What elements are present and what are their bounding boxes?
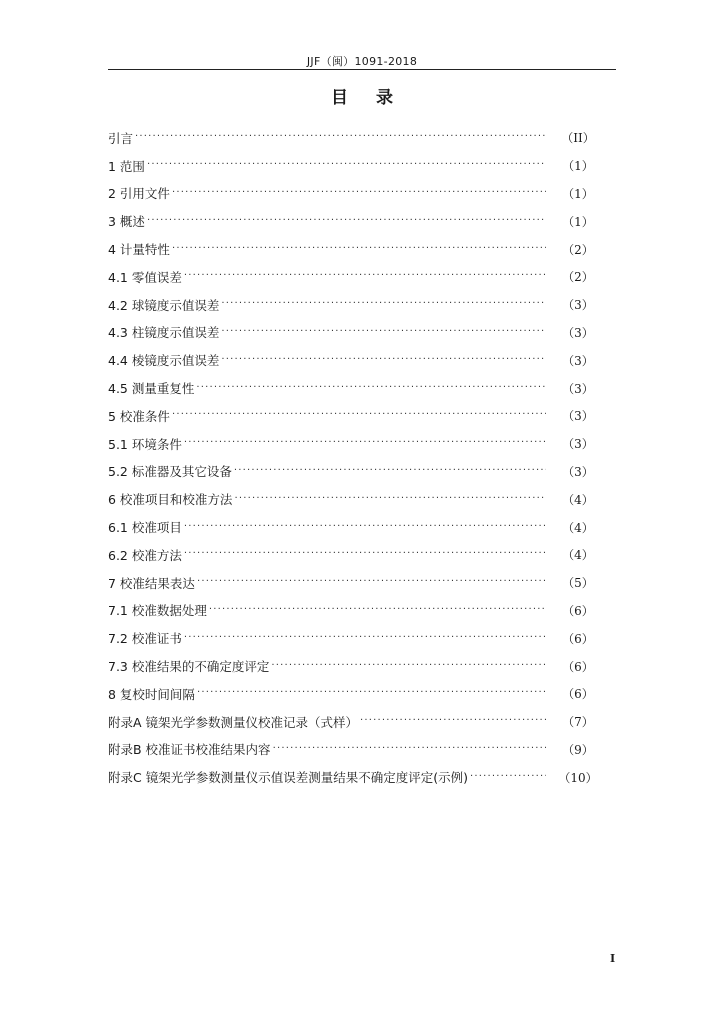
toc-dot-leader: [147, 215, 546, 226]
toc-entry-label: 引言: [108, 130, 134, 146]
toc-entry-label: 4.4 棱镜度示值误差: [108, 353, 220, 369]
toc-entry-page: （4）: [562, 520, 594, 535]
toc-entry-page: （7）: [562, 715, 594, 730]
toc-entry-4-3[interactable]: [108, 319, 600, 347]
toc-dot-leader: [221, 354, 546, 365]
toc-entry-label: 8 复校时间间隔: [108, 686, 195, 702]
toc-dot-leader: [147, 159, 546, 170]
toc-entry-label: 附录C 镜架光学参数测量仪示值误差测量结果不确定度评定(示例): [108, 770, 468, 786]
toc-entry-appendix-b[interactable]: [108, 736, 600, 764]
toc-dot-leader: [360, 715, 546, 726]
toc-entry-4[interactable]: [108, 235, 600, 263]
toc-dot-leader: [273, 743, 546, 754]
toc-entry-2[interactable]: [108, 180, 600, 208]
toc-entry-label: 7.3 校准结果的不确定度评定: [108, 659, 270, 675]
toc-entry-8[interactable]: [108, 680, 600, 708]
toc-dot-leader: [197, 687, 546, 698]
header-divider: [108, 69, 616, 70]
toc-entry-page: （3）: [562, 298, 594, 313]
toc-entry-page: （1）: [562, 186, 594, 201]
toc-entry-page: （3）: [562, 325, 594, 340]
toc-dot-leader: [271, 660, 546, 671]
toc-entry-page: （3）: [562, 381, 594, 396]
toc-dot-leader: [172, 187, 546, 198]
toc-entry-label: 4.5 测量重复性: [108, 381, 195, 397]
toc-entry-label: 附录B 校准证书校准结果内容: [108, 742, 271, 758]
toc-dot-leader: [221, 326, 546, 337]
toc-dot-leader: [221, 298, 546, 309]
toc-entry-label: 4.3 柱镜度示值误差: [108, 325, 220, 341]
toc-entry-7-1[interactable]: [108, 597, 600, 625]
toc-entry-label: 2 引用文件: [108, 186, 170, 202]
toc-dot-leader: [234, 493, 546, 504]
toc-entry-4-2[interactable]: [108, 291, 600, 319]
toc-entry-page: （1）: [562, 214, 594, 229]
toc-entry-5[interactable]: [108, 402, 600, 430]
toc-entry-page: （4）: [562, 492, 594, 507]
toc-entry-page: （5）: [562, 576, 594, 591]
toc-entry-label: 5.1 环境条件: [108, 436, 182, 452]
toc-entry-page: （3）: [562, 353, 594, 368]
toc-entry-introduction[interactable]: [108, 124, 600, 152]
toc-dot-leader: [184, 548, 546, 559]
toc-entry-7[interactable]: [108, 569, 600, 597]
toc-dot-leader: [209, 604, 546, 615]
toc-entry-label: 6.2 校准方法: [108, 547, 182, 563]
toc-entry-page: （II）: [561, 131, 595, 146]
toc-dot-leader: [184, 437, 546, 448]
toc-entry-page: （6）: [562, 631, 594, 646]
toc-entry-page: （3）: [562, 464, 594, 479]
toc-entry-page: （10）: [558, 770, 598, 785]
toc-dot-leader: [234, 465, 546, 476]
toc-dot-leader: [470, 771, 546, 782]
toc-entry-5-1[interactable]: [108, 430, 600, 458]
toc-entry-4-4[interactable]: [108, 346, 600, 374]
toc-entry-6[interactable]: [108, 485, 600, 513]
toc-entry-label: 7.1 校准数据处理: [108, 603, 207, 619]
toc-entry-page: （6）: [562, 659, 594, 674]
toc-title: 目录: [331, 88, 421, 108]
toc-entry-5-2[interactable]: [108, 458, 600, 486]
toc-entry-page: （3）: [562, 409, 594, 424]
toc-entry-7-3[interactable]: [108, 652, 600, 680]
toc-entry-label: 4 计量特性: [108, 242, 170, 258]
toc-entry-page: （9）: [562, 742, 594, 757]
toc-entry-3[interactable]: [108, 207, 600, 235]
toc-entry-page: （2）: [562, 270, 594, 285]
toc-entry-label: 1 范围: [108, 158, 145, 174]
toc-dot-leader: [184, 270, 546, 281]
toc-entry-label: 附录A 镜架光学参数测量仪校准记录（式样）: [108, 714, 359, 730]
toc-entry-appendix-a[interactable]: [108, 708, 600, 736]
table-of-contents: [108, 124, 600, 791]
toc-dot-leader: [172, 409, 546, 420]
toc-entry-label: 4.2 球镜度示值误差: [108, 297, 220, 313]
toc-entry-6-2[interactable]: [108, 541, 600, 569]
toc-dot-leader: [197, 576, 546, 587]
toc-entry-1[interactable]: [108, 152, 600, 180]
toc-entry-label: 3 概述: [108, 214, 145, 230]
toc-dot-leader: [184, 521, 546, 532]
toc-dot-leader: [184, 632, 546, 643]
toc-dot-leader: [135, 131, 546, 142]
page-number: I: [610, 952, 616, 965]
toc-entry-page: （2）: [562, 242, 594, 257]
toc-entry-page: （6）: [562, 687, 594, 702]
toc-entry-label: 6 校准项目和校准方法: [108, 492, 233, 508]
toc-entry-label: 5 校准条件: [108, 408, 170, 424]
toc-entry-6-1[interactable]: [108, 513, 600, 541]
toc-entry-label: 6.1 校准项目: [108, 520, 182, 536]
toc-entry-7-2[interactable]: [108, 624, 600, 652]
toc-entry-page: （4）: [562, 548, 594, 563]
toc-entry-page: （3）: [562, 437, 594, 452]
toc-entry-label: 4.1 零值误差: [108, 269, 182, 285]
toc-entry-label: 7 校准结果表达: [108, 575, 195, 591]
toc-entry-label: 5.2 标准器及其它设备: [108, 464, 232, 480]
toc-entry-4-5[interactable]: [108, 374, 600, 402]
toc-dot-leader: [172, 243, 546, 254]
toc-entry-appendix-c[interactable]: [108, 763, 600, 791]
toc-entry-page: （1）: [562, 159, 594, 174]
document-code: JJF（闽）1091-2018: [306, 55, 418, 68]
toc-entry-page: （6）: [562, 603, 594, 618]
toc-entry-4-1[interactable]: [108, 263, 600, 291]
toc-entry-label: 7.2 校准证书: [108, 631, 182, 647]
toc-dot-leader: [196, 382, 546, 393]
